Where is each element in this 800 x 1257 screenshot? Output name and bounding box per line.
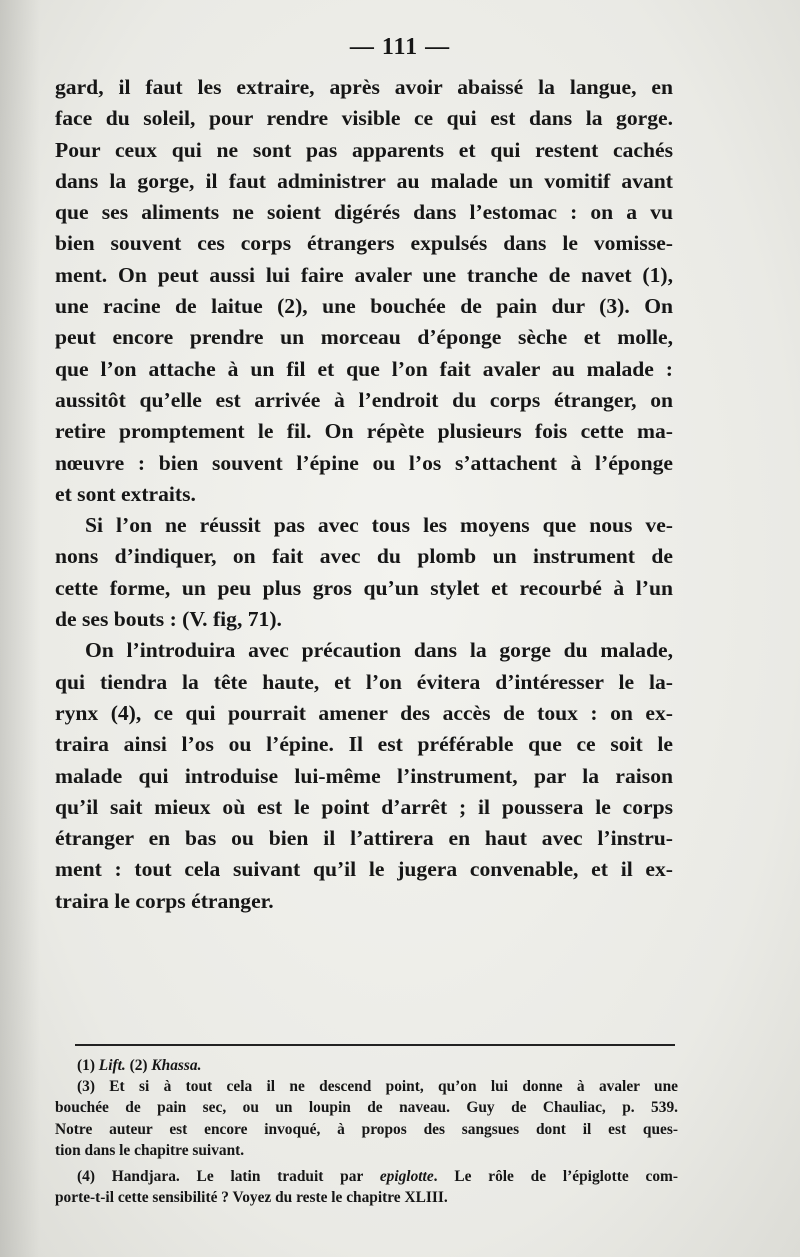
text-line: traira ainsi l’os ou l’épine. Il est préférable que ce soit le	[55, 732, 673, 757]
text-line: une racine de laitue (2), une bouchée de pain dur (3). On	[55, 294, 673, 319]
footnote-4-line	[55, 1166, 678, 1187]
text-line: nons d’indiquer, on fait avec du plomb un instrument de	[55, 544, 673, 569]
footnote-text: . Le rôle de l’épiglotte com-	[433, 1167, 678, 1185]
footnote-term: Khassa.	[151, 1057, 202, 1074]
footnote-term: Lift.	[98, 1057, 126, 1074]
text-line: Pour ceux qui ne sont pas apparents et qui restent cachés	[55, 137, 673, 162]
text-line: rynx (4), ce qui pourrait amener des accès de toux : on ex-	[55, 700, 673, 725]
footnotes	[55, 1055, 678, 1208]
text-line: qu’il sait mieux où est le point d’arrêt ; il poussera le corps	[55, 794, 673, 819]
text-line: ment. On peut aussi lui faire avaler une tranche de navet (1),	[55, 262, 673, 287]
footnote-separator	[75, 1044, 675, 1046]
page-edge-shadow	[0, 0, 40, 1257]
page-number: — 111 —	[349, 34, 451, 60]
text-line: On l’introduira avec précaution dans la gorge du malade,	[85, 638, 673, 663]
text-line: aussitôt qu’elle est arrivée à l’endroit du corps étranger, on	[55, 387, 673, 412]
footnote-1-2	[55, 1055, 678, 1076]
text-line: retire promptement le fil. On répète plusieurs fois cette ma-	[55, 419, 673, 444]
main-text	[55, 72, 673, 917]
text-line: de ses bouts : (V. fig, 71).	[55, 607, 282, 632]
footnote-4-line: porte-t-il cette sensibilité ? Voyez du reste le chapitre XLIII.	[55, 1189, 448, 1207]
text-line: cette forme, un peu plus gros qu’un stylet et recourbé à l’un	[55, 575, 673, 600]
text-line: dans la gorge, il faut administrer au malade un vomitif avant	[55, 168, 673, 193]
text-line: étranger en bas ou bien il l’attirera en haut avec l’instru-	[55, 826, 673, 851]
text-line: bien souvent ces corps étrangers expulsés dans le vomisse-	[55, 231, 673, 256]
text-line: et sont extraits.	[55, 481, 196, 506]
text-line: peut encore prendre un morceau d’éponge sèche et molle,	[55, 325, 673, 350]
footnote-text: (4) Handjara. Le latin traduit par	[77, 1167, 380, 1185]
footnote-3-line: Notre auteur est encore invoqué, à propos des sangsues dont il est ques-	[55, 1120, 678, 1138]
footnote-3-line: (3) Et si à tout cela il ne descend point, qu’on lui donne à avaler une	[77, 1078, 678, 1096]
text-line: qui tiendra la tête haute, et l’on évitera d’intéresser le la-	[55, 669, 673, 694]
text-line: ment : tout cela suivant qu’il le jugera convenable, et il ex-	[55, 857, 673, 882]
text-line: malade qui introduise lui-même l’instrument, par la raison	[55, 763, 673, 788]
footnote-term: epiglotte	[379, 1167, 434, 1185]
text-line: que ses aliments ne soient digérés dans l’estomac : on a vu	[55, 200, 673, 225]
text-line: Si l’on ne réussit pas avec tous les moyens que nous ve-	[85, 513, 673, 538]
text-line: nœuvre : bien souvent l’épine ou l’os s’attachent à l’éponge	[55, 450, 673, 475]
footnote-marker: (1)	[77, 1057, 99, 1074]
footnote-3-line: bouchée de pain sec, ou un loupin de naveau. Guy de Chauliac, p. 539.	[55, 1099, 678, 1117]
footnote-marker: (2)	[125, 1057, 152, 1074]
text-line: que l’on attache à un fil et que l’on fait avaler au malade :	[55, 356, 673, 381]
text-line: gard, il faut les extraire, après avoir abaissé la langue, en	[55, 75, 673, 99]
footnote-3-line: tion dans le chapitre suivant.	[55, 1141, 245, 1159]
text-line: face du soleil, pour rendre visible ce qui est dans la gorge.	[55, 106, 673, 131]
text-line: traira le corps étranger.	[55, 888, 274, 913]
